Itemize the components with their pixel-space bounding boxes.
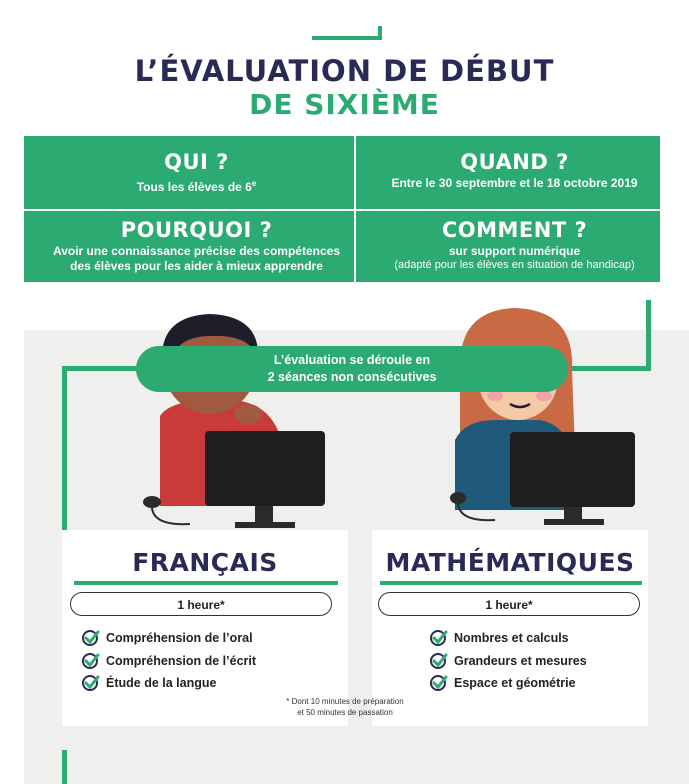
- francais-item-3-label: Étude de la langue: [106, 676, 217, 690]
- check-icon: [430, 629, 448, 647]
- check-icon: [82, 652, 100, 670]
- maths-item-2-label: Grandeurs et mesures: [454, 654, 587, 668]
- maths-item-3-label: Espace et géométrie: [454, 676, 576, 690]
- francais-title: FRANÇAIS: [132, 548, 278, 577]
- footnote: [270, 696, 420, 718]
- footnote-line1: * Dont 10 minutes de préparation: [286, 697, 404, 706]
- maths-title-underline: [380, 581, 642, 585]
- maths-duration: 1 heure*: [378, 592, 640, 616]
- qui-text-sup: e: [251, 179, 257, 188]
- comment-text1: sur support numérique: [448, 244, 581, 258]
- maths-title: MATHÉMATIQUES: [385, 548, 635, 577]
- comment-heading: COMMENT ?: [441, 218, 588, 242]
- francais-item-3: [106, 675, 216, 691]
- pourquoi-text1: Avoir une connaissance précise des compétences: [52, 244, 340, 258]
- bottom-connector-vertical: [62, 750, 67, 784]
- sessions-line2: 2 séances non consécutives: [267, 370, 437, 384]
- check-icon: [430, 652, 448, 670]
- pourquoi-text2: des élèves pour les aider à mieux apprendre: [70, 259, 323, 273]
- sessions-line1: L’évaluation se déroule en: [273, 353, 431, 367]
- francais-item-2-label: Compréhension de l’écrit: [106, 654, 257, 668]
- top-accent-line: [312, 36, 382, 40]
- maths-item-1-label: Nombres et calculs: [454, 631, 569, 645]
- check-icon: [82, 674, 100, 692]
- francais-item-1-label: Compréhension de l’oral: [106, 631, 253, 645]
- maths-item-2: [454, 653, 587, 669]
- info-pourquoi: [38, 210, 355, 282]
- grid-horizontal-divider: [24, 209, 660, 211]
- page-title-line2: DE SIXIÈME: [249, 88, 440, 121]
- top-accent-tick: [378, 26, 382, 40]
- footnote-line2: et 50 minutes de passation: [297, 708, 393, 717]
- info-qui: [38, 136, 355, 208]
- boy-illustration: [130, 306, 345, 531]
- qui-heading: QUI ?: [164, 150, 229, 174]
- girl-illustration: [440, 300, 650, 530]
- left-connector-vertical: [62, 366, 67, 534]
- francais-item-2: [106, 653, 256, 669]
- info-comment: [356, 210, 673, 282]
- francais-duration: 1 heure*: [70, 592, 332, 616]
- sessions-pill: [136, 346, 568, 392]
- comment-text2: (adapté pour les élèves en situation de handicap): [394, 259, 635, 271]
- qui-text-main: Tous les élèves de 6: [136, 180, 252, 194]
- info-quand: [356, 136, 673, 208]
- check-icon: [430, 674, 448, 692]
- page-title-line1: L’ÉVALUATION DE DÉBUT: [134, 54, 555, 88]
- francais-item-1: [106, 630, 253, 646]
- maths-item-1: [454, 630, 569, 646]
- maths-item-3: [454, 675, 576, 691]
- quand-heading: QUAND ?: [460, 150, 569, 174]
- pourquoi-heading: POURQUOI ?: [120, 218, 273, 242]
- francais-title-underline: [74, 581, 338, 585]
- qui-text: [38, 176, 355, 195]
- check-icon: [82, 629, 100, 647]
- quand-text: Entre le 30 septembre et le 18 octobre 2019: [391, 176, 638, 190]
